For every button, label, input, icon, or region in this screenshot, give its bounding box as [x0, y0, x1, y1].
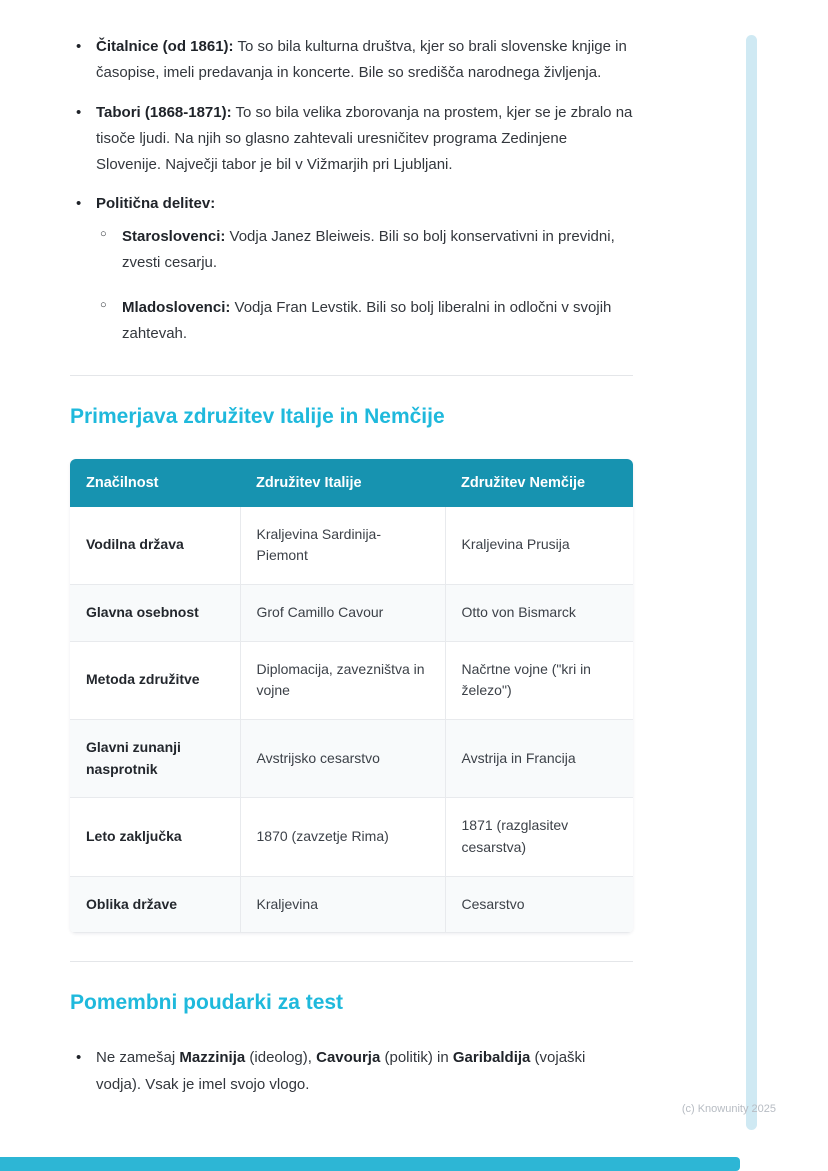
table-cell: Avstrija in Francija — [445, 719, 633, 797]
bullet-text: Vodja Fran Levstik. Bili so bolj liberalni in odločni v svojih zahtevah. — [122, 299, 612, 343]
row-label: Vodilna država — [70, 507, 240, 585]
bullet-lead: Čitalnice (od 1861): — [96, 38, 234, 55]
table-row — [70, 584, 633, 641]
table-cell: Kraljevina Prusija — [445, 507, 633, 585]
bullet-item-politicna-delitev — [70, 191, 633, 347]
table-cell: Kraljevina Sardinija-Piemont — [240, 507, 445, 585]
table-header-row — [70, 459, 633, 507]
table-cell: 1870 (zavzetje Rima) — [240, 798, 445, 876]
table-cell: Grof Camillo Cavour — [240, 584, 445, 641]
page-bottom-bar — [0, 1157, 740, 1171]
row-label: Metoda združitve — [70, 641, 240, 719]
sub-bullet-staroslovenci — [96, 224, 633, 277]
notes-sublist — [96, 224, 633, 348]
bullet-lead: Tabori (1868-1871): — [96, 103, 232, 121]
table-row — [70, 507, 633, 585]
note-segment: (ideolog), — [245, 1049, 317, 1067]
row-label: Oblika države — [70, 876, 240, 933]
column-header: Združitev Nemčije — [461, 474, 586, 491]
bullet-text: Vodja Janez Bleiweis. Bili so bolj konservativni in previdni, zvesti cesarju. — [122, 227, 615, 271]
comparison-table — [70, 459, 633, 934]
bullet-text: To so bila velika zborovanja na prostem, kjer se je zbralo na tisoče ljudi. Na njih so glasno zahtevali uresničitev programa Zedinjene Slovenije. Največji tabor je bil v Vižmarjih pri Ljubljani. — [96, 103, 633, 173]
scroll-indicator[interactable] — [746, 35, 757, 1130]
sub-bullet-mladoslovenci — [96, 295, 633, 348]
table-cell: Cesarstvo — [445, 876, 633, 933]
table-cell: Kraljevina — [240, 876, 445, 933]
comparison-table-container — [70, 459, 633, 934]
table-row — [70, 798, 633, 876]
row-label: Leto zaključka — [70, 798, 240, 876]
table-cell: 1871 (razglasitev cesarstva) — [445, 798, 633, 876]
bullet-lead: Staroslovenci: — [122, 227, 226, 245]
notes-list — [70, 34, 633, 348]
table-row — [70, 719, 633, 797]
document-content — [70, 34, 633, 1111]
column-header: Združitev Italije — [256, 474, 362, 491]
section-title-highlights: Pomembni poudarki za test — [70, 991, 344, 1015]
section-divider — [70, 961, 633, 962]
bullet-lead: Politična delitev: — [96, 195, 216, 213]
highlights-list — [70, 1045, 633, 1098]
column-header: Značilnost — [86, 474, 159, 491]
table-row — [70, 641, 633, 719]
bullet-item-tabori — [70, 100, 633, 179]
table-cell: Načrtne vojne ("kri in železo") — [445, 641, 633, 719]
note-segment-bold: Cavourja — [316, 1049, 381, 1067]
table-cell: Diplomacija, zavezništva in vojne — [240, 641, 445, 719]
table-cell: Avstrijsko cesarstvo — [240, 719, 445, 797]
bullet-item-citalnice — [70, 34, 633, 87]
row-label: Glavni zunanji nasprotnik — [70, 719, 240, 797]
row-label: Glavna osebnost — [70, 584, 240, 641]
copyright-notice: (c) Knowunity 2025 — [681, 1103, 776, 1115]
section-title-comparison: Primerjava združitev Italije in Nemčije — [70, 404, 445, 428]
bullet-text: To so bila kulturna društva, kjer so brali slovenske knjige in časopise, imeli predavanja in koncerte. Bile so središča narodnega življenja. — [96, 38, 627, 82]
note-segment-bold: Mazzinija — [179, 1049, 246, 1067]
bullet-item-highlight — [70, 1045, 633, 1098]
section-divider — [70, 375, 633, 376]
note-segment: (politik) in — [380, 1049, 453, 1067]
bullet-lead: Mladoslovenci: — [122, 299, 231, 316]
note-segment: (vojaški vodja). Vsak je imel svojo vlogo. — [96, 1049, 586, 1093]
table-row — [70, 876, 633, 933]
table-cell: Otto von Bismarck — [445, 584, 633, 641]
note-segment: Ne zamešaj — [96, 1049, 180, 1067]
note-segment-bold: Garibaldija — [452, 1049, 531, 1067]
